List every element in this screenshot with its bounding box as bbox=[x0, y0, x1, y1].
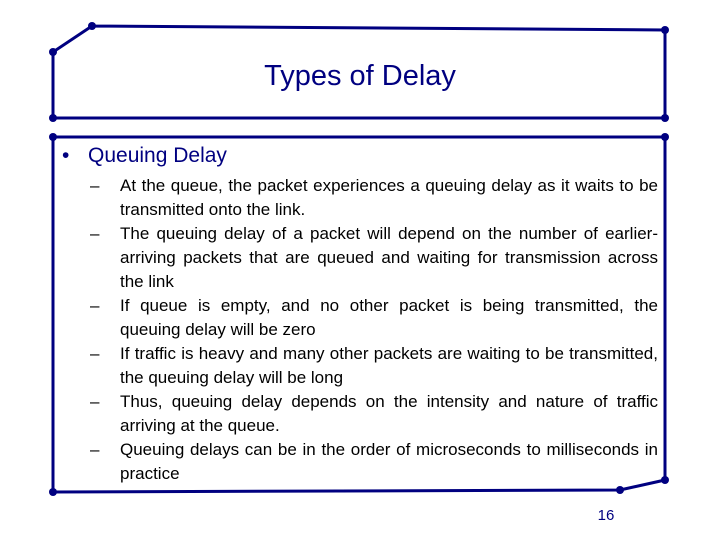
bullet-glyph: • bbox=[62, 144, 70, 167]
sub-bullet-text: If traffic is heavy and many other packets are waiting to be transmitted, the queuing delay will be long bbox=[120, 344, 658, 387]
corner-dot bbox=[49, 133, 57, 141]
dash-glyph: – bbox=[90, 296, 100, 315]
corner-dot bbox=[661, 26, 669, 34]
slide-content bbox=[62, 142, 658, 486]
sub-bullet-text: The queuing delay of a packet will depend on the number of earlier-arriving packets that are queued and waiting for transmission across the link bbox=[120, 224, 658, 291]
main-bullet bbox=[62, 142, 658, 170]
sub-bullet-list bbox=[62, 174, 658, 486]
sub-bullet-item bbox=[90, 174, 658, 222]
corner-dot bbox=[88, 22, 96, 30]
sub-bullet-item bbox=[90, 438, 658, 486]
sub-bullet-text: If queue is empty, and no other packet is being transmitted, the queuing delay will be zero bbox=[120, 296, 658, 339]
slide-title: Types of Delay bbox=[264, 60, 456, 92]
corner-dot bbox=[49, 114, 57, 122]
page-number: 16 bbox=[597, 507, 615, 524]
dash-glyph: – bbox=[90, 440, 100, 459]
dash-glyph: – bbox=[90, 176, 100, 195]
sub-bullet-item bbox=[90, 342, 658, 390]
corner-dot bbox=[49, 48, 57, 56]
sub-bullet-item bbox=[90, 294, 658, 342]
sub-bullet-text: At the queue, the packet experiences a queuing delay as it waits to be transmitted onto the link. bbox=[120, 176, 658, 219]
corner-dot bbox=[661, 114, 669, 122]
corner-dot bbox=[49, 488, 57, 496]
main-bullet-label: Queuing Delay bbox=[88, 144, 227, 167]
corner-dot bbox=[661, 133, 669, 141]
sub-bullet-item bbox=[90, 390, 658, 438]
sub-bullet-item bbox=[90, 222, 658, 294]
dash-glyph: – bbox=[90, 224, 100, 243]
dash-glyph: – bbox=[90, 392, 100, 411]
dash-glyph: – bbox=[90, 344, 100, 363]
corner-dot bbox=[616, 486, 624, 494]
sub-bullet-text: Thus, queuing delay depends on the intensity and nature of traffic arriving at the queue. bbox=[120, 392, 658, 435]
sub-bullet-text: Queuing delays can be in the order of microseconds to milliseconds in practice bbox=[120, 440, 658, 483]
corner-dot bbox=[661, 476, 669, 484]
